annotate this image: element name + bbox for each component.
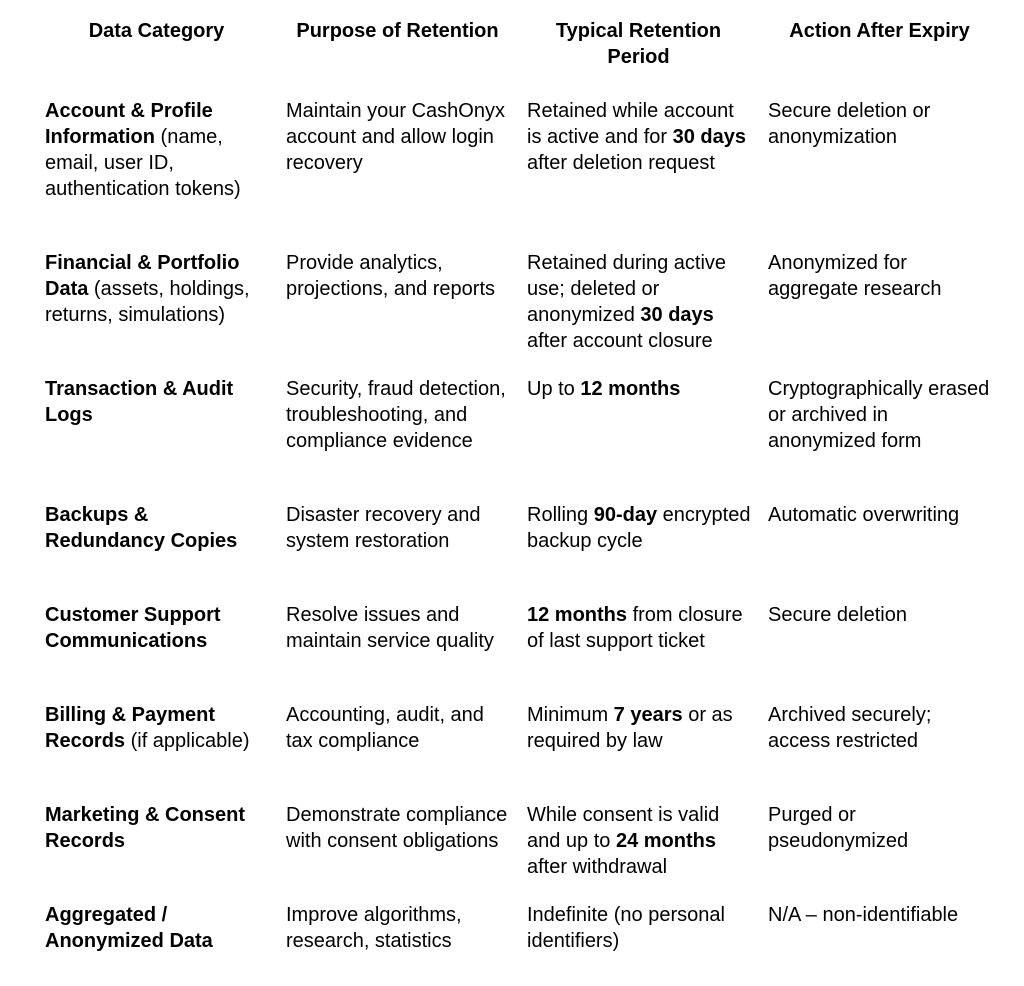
cell-purpose: Disaster recovery and system restoration <box>286 504 481 552</box>
cell-period <box>518 376 759 502</box>
period-emphasis: 30 days <box>672 126 747 148</box>
table-row <box>36 502 1000 602</box>
period-text: Up to <box>527 378 581 400</box>
period-text-after: or as required by law <box>527 704 733 752</box>
cell-category <box>36 98 277 250</box>
period-text-after: from closure of last support ticket <box>527 604 743 652</box>
cell-category <box>36 902 277 980</box>
header-data-category: Data Category <box>88 20 225 42</box>
period-text: Minimum <box>527 704 614 726</box>
cell-period <box>518 802 759 902</box>
table-row <box>36 802 1000 902</box>
cell-category <box>36 250 277 376</box>
cell-purpose: Security, fraud detection, troubleshooting, and compliance evidence <box>286 378 506 452</box>
period-text-after: after account closure <box>527 330 713 352</box>
table-header-row <box>36 12 1000 98</box>
cell-period <box>518 502 759 602</box>
period-emphasis: 30 days <box>640 304 714 326</box>
header-action-after-expiry: Action After Expiry <box>789 20 970 42</box>
cell-category <box>36 802 277 902</box>
cell-period <box>518 602 759 702</box>
period-emphasis: 12 months <box>527 604 628 626</box>
period-emphasis: 24 months <box>615 830 716 852</box>
period-text: Rolling <box>527 504 594 526</box>
header-typical-retention-period: Typical Retention Period <box>555 20 722 68</box>
table-row <box>36 98 1000 250</box>
cell-purpose: Improve algorithms, research, statistics <box>286 904 462 952</box>
cell-purpose: Resolve issues and maintain service quality <box>286 604 494 652</box>
category-detail: (assets, holdings, returns, simulations) <box>45 278 250 326</box>
cell-purpose: Provide analytics, projections, and reports <box>286 252 496 300</box>
category-name: Transaction & Audit Logs <box>45 378 234 426</box>
cell-category <box>36 702 277 802</box>
table-row <box>36 250 1000 376</box>
table-row <box>36 376 1000 502</box>
cell-action: Automatic overwriting <box>768 504 960 526</box>
cell-period <box>518 902 759 980</box>
cell-action: Cryptographically erased or archived in anonymized form <box>768 378 990 452</box>
category-name: Account & Profile Information <box>45 100 213 148</box>
header-purpose-of-retention: Purpose of Retention <box>296 20 499 42</box>
cell-action: Secure deletion <box>768 604 907 626</box>
cell-action: Purged or pseudonymized <box>768 804 909 852</box>
period-text-after: encrypted backup cycle <box>527 504 751 552</box>
period-emphasis: 7 years <box>613 704 683 726</box>
category-name: Marketing & Consent Records <box>45 804 246 852</box>
category-detail: (name, email, user ID, authentication tokens) <box>45 126 241 200</box>
cell-purpose: Accounting, audit, and tax compliance <box>286 704 484 752</box>
period-text: Retained during active use; deleted or anonymized <box>527 252 727 326</box>
period-emphasis: 12 months <box>580 378 681 400</box>
cell-action: Anonymized for aggregate research <box>768 252 942 300</box>
category-name: Billing & Payment Records <box>45 704 216 752</box>
data-retention-table <box>36 12 1000 980</box>
period-text: Indefinite (no personal identifiers) <box>527 904 725 952</box>
cell-period <box>518 98 759 250</box>
cell-category <box>36 502 277 602</box>
cell-action: Archived securely; access restricted <box>768 704 932 752</box>
cell-category <box>36 602 277 702</box>
category-name: Backups & Redundancy Copies <box>45 504 238 552</box>
period-text: Retained while account is active and for <box>527 100 734 148</box>
cell-category <box>36 376 277 502</box>
cell-purpose: Demonstrate compliance with consent obligations <box>286 804 508 852</box>
table-row <box>36 702 1000 802</box>
category-detail: (if applicable) <box>125 730 250 752</box>
cell-action: N/A – non-identifiable <box>768 904 959 926</box>
cell-purpose: Maintain your CashOnyx account and allow login recovery <box>286 100 505 174</box>
category-name: Aggregated / Anonymized Data <box>45 904 213 952</box>
table-row <box>36 902 1000 980</box>
cell-period <box>518 250 759 376</box>
period-emphasis: 90-day <box>593 504 658 526</box>
category-name: Customer Support Communications <box>45 604 221 652</box>
category-name: Financial & Portfolio Data <box>45 252 240 300</box>
period-text-after: after deletion request <box>527 152 715 174</box>
period-text-after: after withdrawal <box>527 856 668 878</box>
cell-period <box>518 702 759 802</box>
period-text: While consent is valid and up to <box>527 804 720 852</box>
table-row <box>36 602 1000 702</box>
cell-action: Secure deletion or anonymization <box>768 100 931 148</box>
